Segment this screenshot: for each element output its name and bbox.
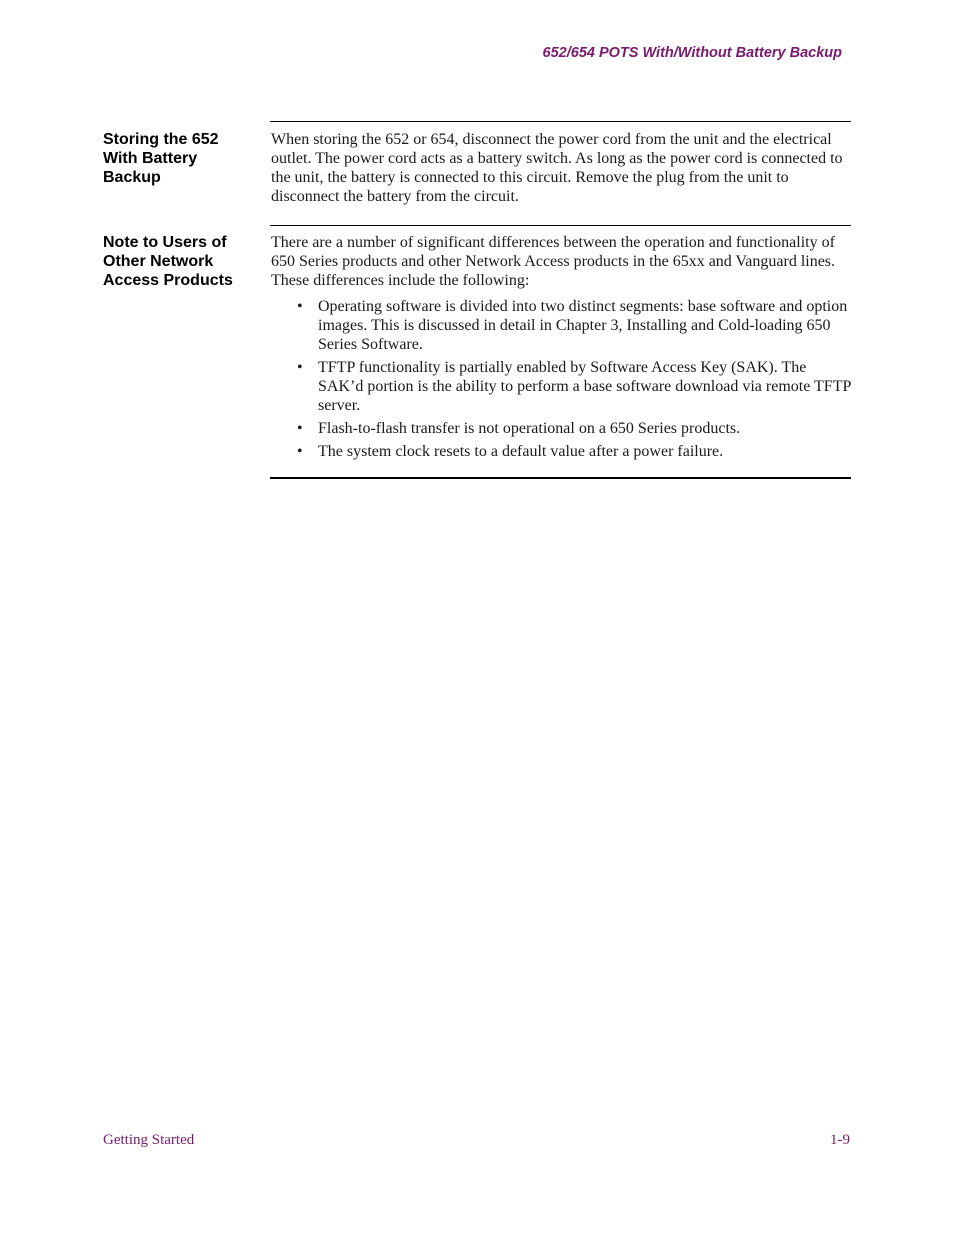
section-paragraph-storing: When storing the 652 or 654, disconnect the power cord from the unit and the electrical outlet. The power cord acts as a battery switch. As long as the power cord is connected to the unit, the battery is connected to this circuit. Remove the plug from the unit to disconnect the battery from the circuit.	[271, 131, 843, 205]
list-item	[297, 442, 853, 461]
running-header-title: 652/654 POTS With/Without Battery Backup	[542, 45, 842, 61]
bullet-text: Flash-to-flash transfer is not operational on a 650 Series products.	[318, 420, 741, 437]
section-heading-storing: Storing the 652 With Battery Backup	[103, 131, 219, 186]
section-paragraph-note: There are a number of significant differences between the operation and functionality of 650 Series products and other Network Access products in the 65xx and Vanguard lines. These differences include the following:	[271, 234, 836, 289]
differences-bullet-list	[297, 297, 853, 465]
bullet-icon: •	[297, 298, 303, 315]
list-item	[297, 419, 853, 438]
list-item	[297, 297, 853, 354]
section-divider-top	[270, 121, 851, 122]
section-divider-middle	[270, 225, 851, 226]
bullet-icon: •	[297, 443, 303, 460]
bullet-text: Operating software is divided into two distinct segments: base software and option images. This is discussed in detail in Chapter 3, Installing and Cold-loading 650 Series Software.	[318, 298, 848, 353]
bullet-text: TFTP functionality is partially enabled by Software Access Key (SAK). The SAK’d portion is the ability to perform a base software download via remote TFTP server.	[318, 359, 851, 414]
bullet-icon: •	[297, 359, 303, 376]
bullet-icon: •	[297, 420, 303, 437]
footer-page-number: 1-9	[830, 1132, 850, 1148]
section-divider-bottom	[270, 477, 851, 479]
list-item	[297, 358, 853, 415]
bullet-text: The system clock resets to a default value after a power failure.	[318, 443, 724, 460]
footer-chapter-title: Getting Started	[103, 1132, 195, 1148]
section-heading-note: Note to Users of Other Network Access Products	[103, 234, 233, 289]
